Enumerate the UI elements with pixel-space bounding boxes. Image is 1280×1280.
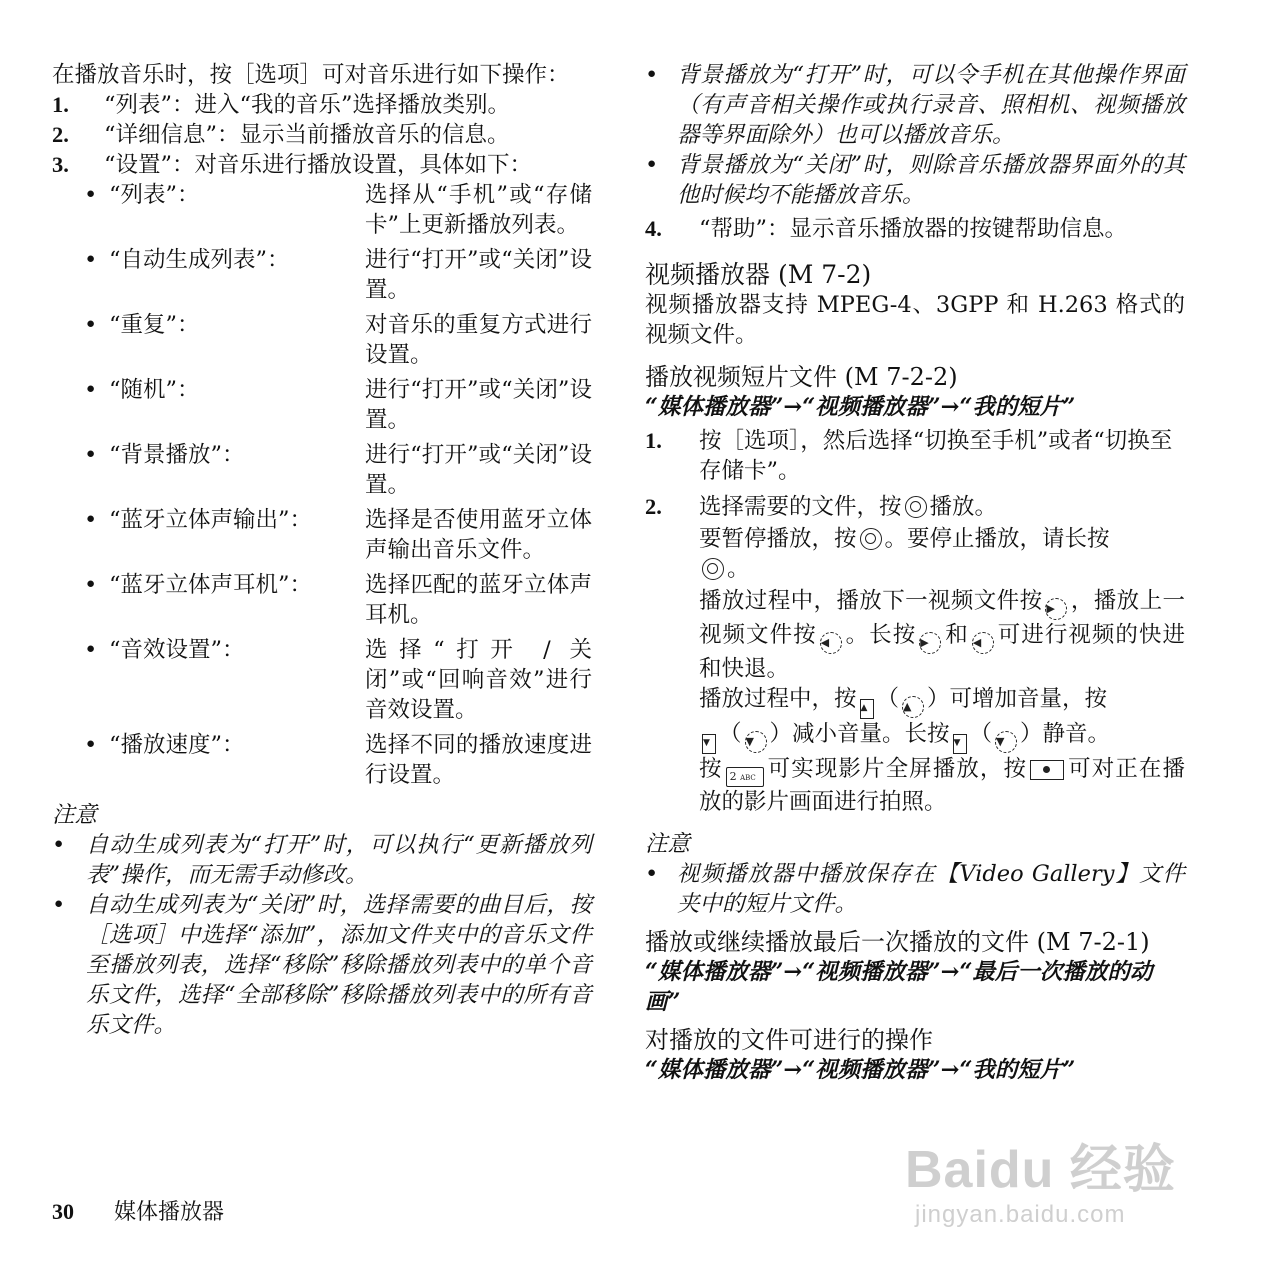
video-intro: 视频播放器支持 MPEG-4、3GPP 和 H.263 格式的视频文件。 (645, 292, 1185, 348)
text-run: 播放或继续播放最后一次播放的文件 (645, 928, 1029, 956)
bullet: • (84, 377, 98, 403)
left-key-icon: ◀ (820, 632, 842, 654)
text-run: ）静音。 (1020, 721, 1111, 747)
text-run: ）可增加音量，按 (927, 686, 1108, 712)
text-run: 可进行视频的快进和快退。 (699, 622, 1185, 682)
step-item (645, 492, 1185, 522)
setting-name: “背景播放”： (109, 442, 245, 468)
pause-text (645, 524, 1185, 584)
text-run: (M 7-2-1) (1029, 928, 1150, 956)
setting-desc: 选择是否使用蓝牙立体声输出音乐文件。 (365, 507, 592, 563)
setting-name: “重复”： (109, 312, 200, 338)
note-item (645, 150, 1185, 210)
page-number: 30 (52, 1199, 74, 1224)
text-run: （ (969, 721, 993, 747)
center-key-icon (905, 496, 927, 518)
item-text: “设置”：对音乐进行播放设置，具体如下： (104, 152, 533, 178)
up-key-icon: ▲ (902, 696, 924, 718)
setting-item (52, 635, 592, 725)
item-text: “列表”：进入“我的音乐”选择播放类别。 (104, 92, 511, 118)
text-run: 按 (699, 756, 723, 782)
setting-name: “音效设置”： (109, 637, 245, 663)
text-run: 可对正在播放的影片画面进行拍照。 (699, 756, 1185, 815)
operations-heading: 对播放的文件可进行的操作 (645, 1026, 933, 1054)
section-name: 媒体播放器 (114, 1200, 225, 1225)
bullet: • (84, 637, 98, 663)
item-number: 4. (645, 216, 662, 241)
setting-item (52, 440, 592, 500)
setting-desc: 进行“打开”或“关闭”设置。 (365, 247, 592, 303)
setting-item (52, 180, 592, 240)
intro-paragraph: 在播放音乐时，按［选项］可对音乐进行如下操作： (52, 62, 570, 88)
right-column (645, 60, 1185, 1085)
menu-path: “媒体播放器”→“视频播放器”→“我的短片” (645, 394, 1076, 420)
setting-name: “蓝牙立体声输出”： (109, 507, 313, 533)
setting-name: “自动生成列表”： (109, 247, 290, 273)
fullscreen-text (645, 754, 1185, 817)
setting-name: “列表”： (109, 182, 200, 208)
text-run: 。长按 (844, 622, 917, 648)
step-number: 1. (645, 428, 662, 453)
setting-item (52, 570, 592, 630)
note-text: 背景播放为“打开”时，可以令手机在其他操作界面（有声音相关操作或执行录音、照相机、视频播放器等界面除外）也可以播放音乐。 (677, 62, 1185, 148)
settings-list (52, 180, 592, 790)
setting-item (52, 505, 592, 565)
navigation-text (645, 586, 1185, 684)
bullet: • (84, 312, 98, 338)
setting-desc: 选择不同的播放速度进行设置。 (365, 732, 592, 788)
bullet: • (84, 247, 98, 273)
text-run: 要暂停播放，按 (699, 526, 857, 552)
step-item (645, 426, 1185, 486)
key-label: ABC (740, 774, 756, 782)
setting-desc: 进行“打开”或“关闭”设置。 (365, 377, 592, 433)
text-run: （ (876, 686, 900, 712)
setting-desc: 选择“打开 / 关闭”或“回响音效”进行音效设置。 (365, 637, 592, 723)
left-column (52, 60, 592, 1040)
play-video-heading: 播放视频短片文件 (M 7-2-2) (645, 363, 958, 391)
text-run: 播放过程中，按 (699, 686, 857, 712)
setting-item (52, 375, 592, 435)
text-run: ）减小音量。长按 (769, 721, 950, 747)
watermark-url: jingyan.baidu.com (915, 1201, 1126, 1228)
setting-name: “随机”： (109, 377, 200, 403)
item-number: 3. (52, 152, 69, 177)
text-run: ，播放上一视频文件按 (699, 588, 1185, 648)
note-text: 背景播放为“关闭”时，则除音乐播放器界面外的其他时候均不能播放音乐。 (677, 152, 1185, 208)
setting-desc: 选择从“手机”或“存储卡”上更新播放列表。 (365, 182, 592, 238)
volume-text (645, 684, 1185, 754)
step-number: 2. (645, 494, 662, 519)
setting-name: “播放速度”： (109, 732, 245, 758)
bullet: • (52, 832, 66, 858)
step-text (699, 492, 1185, 522)
right-key-icon: ▶ (1045, 598, 1067, 620)
center-key-icon (860, 528, 882, 550)
note-item (52, 830, 592, 890)
volume-up-side-key-icon: ▲ (860, 699, 874, 719)
setting-item (52, 730, 592, 790)
step-text: 按［选项］，然后选择“切换至手机”或者“切换至存储卡”。 (699, 428, 1173, 484)
bullet: • (84, 572, 98, 598)
text-run: 。要停止播放，请长按 (884, 526, 1110, 552)
numbered-item (52, 120, 592, 150)
item-number: 2. (52, 122, 69, 147)
setting-desc: 选择匹配的蓝牙立体声耳机。 (365, 572, 592, 628)
bullet: • (84, 732, 98, 758)
setting-item (52, 310, 592, 370)
key-2-abc-icon: 2 ABC (726, 767, 764, 787)
volume-down-side-key-icon: ▼ (953, 734, 967, 754)
text-run: （ (719, 721, 742, 747)
bullet: • (52, 892, 66, 918)
setting-item (52, 245, 592, 305)
baidu-watermark (905, 1140, 1205, 1250)
item-text: “帮助”：显示音乐播放器的按键帮助信息。 (699, 216, 1128, 242)
text-run: 。 (727, 556, 750, 582)
last-played-heading (645, 927, 1185, 957)
item-text: “详细信息”：显示当前播放音乐的信息。 (104, 122, 510, 148)
note-heading: 注意 (645, 831, 691, 857)
text-run: 播放过程中，播放下一视频文件按 (699, 588, 1043, 614)
bullet: • (84, 442, 98, 468)
camera-key-icon (1030, 760, 1064, 780)
text-run: 可实现影片全屏播放，按 (766, 756, 1028, 782)
note-heading: 注意 (52, 802, 98, 828)
bullet: • (84, 507, 98, 533)
step-text-b: 播放。 (929, 494, 998, 520)
menu-path: “媒体播放器”→“视频播放器”→“我的短片” (645, 1057, 1076, 1083)
text-run: 和 (944, 622, 969, 648)
bullet: • (645, 152, 659, 178)
bullet: • (84, 182, 98, 208)
setting-name: “蓝牙立体声耳机”： (109, 572, 313, 598)
page-footer (52, 1197, 224, 1228)
bullet: • (645, 62, 659, 88)
center-key-icon (702, 558, 724, 580)
note-item (645, 60, 1185, 150)
note-text: 自动生成列表为“打开”时，可以执行“更新播放列表”操作，而无需手动修改。 (86, 832, 592, 888)
numbered-item (52, 150, 592, 180)
item-number: 1. (52, 92, 69, 117)
right-key-icon: ▶ (919, 632, 941, 654)
down-key-icon: ▼ (995, 731, 1017, 753)
note-text: 视频播放器中播放保存在【Video Gallery】文件夹中的短片文件。 (677, 861, 1185, 917)
step-text-a: 选择需要的文件，按 (699, 494, 902, 520)
numbered-item (645, 214, 1185, 244)
setting-desc: 对音乐的重复方式进行设置。 (365, 312, 592, 368)
video-player-heading: 视频播放器 (M 7-2) (645, 260, 872, 289)
setting-desc: 进行“打开”或“关闭”设置。 (365, 442, 592, 498)
down-key-icon: ▼ (745, 731, 767, 753)
note-text: 自动生成列表为“关闭”时，选择需要的曲目后，按［选项］中选择“添加”，添加文件夹中的音乐文件至播放列表，选择“移除”移除播放列表中的单个音乐文件，选择“全部移除”移除播放列表中的所有音乐文件。 (86, 892, 592, 1038)
watermark-logo: Baidu 经验 (905, 1141, 1176, 1199)
numbered-item (52, 90, 592, 120)
volume-down-side-key-icon: ▼ (702, 734, 716, 754)
note-item (645, 859, 1185, 919)
menu-path: “媒体播放器”→“视频播放器”→“最后一次播放的动画” (645, 959, 1153, 1015)
note-item (52, 890, 592, 1040)
bullet: • (645, 861, 659, 887)
left-key-icon: ◀ (972, 632, 994, 654)
